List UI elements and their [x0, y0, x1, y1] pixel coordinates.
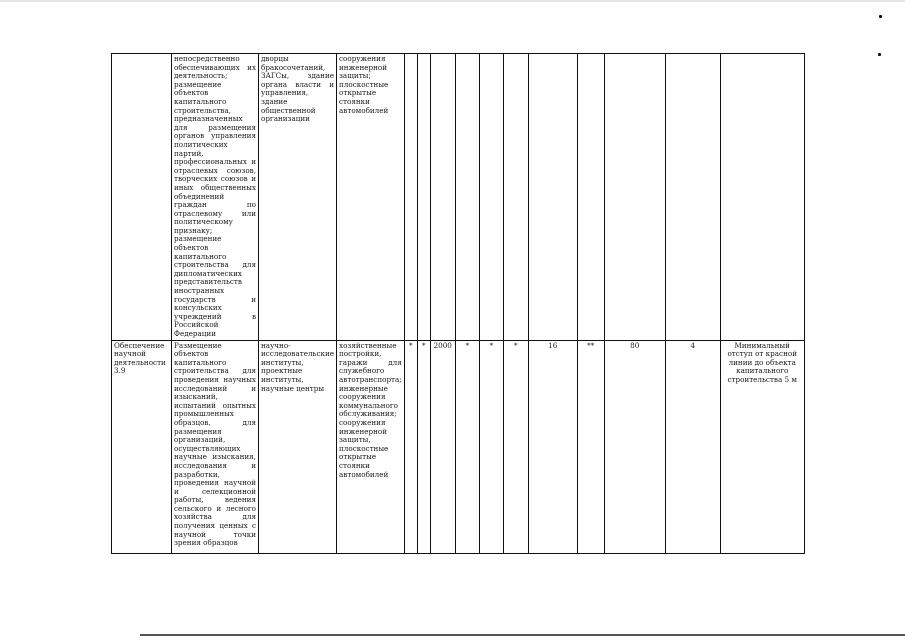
note-cell: Минимальный отступ от красной линии до объекта капитального строительства 5 м — [720, 340, 804, 553]
table-row — [112, 54, 805, 341]
main-objects-cell: научно-исследовательские институты, проектные институты, научные центры — [259, 340, 337, 553]
param-cell — [404, 54, 417, 341]
param-cell — [604, 54, 665, 341]
param-cell — [455, 54, 479, 341]
param-cell: * — [417, 340, 430, 553]
param-cell — [503, 54, 528, 341]
param-cell: * — [479, 340, 503, 553]
page-top-edge — [0, 0, 905, 2]
table-row — [112, 340, 805, 553]
activity-cell — [112, 54, 172, 341]
auxiliary-objects-cell: хозяйственные постройки, гаражи для служебного автотранспорта; инженерные сооружения коммунального обслуживания; сооружения инженерной защиты, плоскостные открытые стоянки автомобилей — [337, 340, 405, 553]
param-cell: 80 — [604, 340, 665, 553]
param-cell: 4 — [665, 340, 720, 553]
param-cell: * — [404, 340, 417, 553]
note-cell — [720, 54, 804, 341]
auxiliary-objects-cell: сооружения инженерной защиты; плоскостные открытые стоянки автомобилей — [337, 54, 405, 341]
param-cell: * — [503, 340, 528, 553]
param-cell: 16 — [528, 340, 577, 553]
param-cell — [528, 54, 577, 341]
param-cell: * — [455, 340, 479, 553]
description-cell: Размещение объектов капитального строительства для проведения научных исследований и изысканий, испытаний опытных промышленных образцов, для размещения организаций, осуществляющих научные изыскания, исследования и разработки, проведения научной и селекционной работы, ведения сельского и лесного хозяйства для получения ценных с научной точки зрения образцов — [172, 340, 259, 553]
param-cell — [577, 54, 604, 341]
main-objects-cell: дворцы бракосочетаний, ЗАГСы, здание органа власти и управления, здание общественной организации — [259, 54, 337, 341]
scan-speck — [878, 53, 881, 56]
param-cell: ** — [577, 340, 604, 553]
scan-speck — [879, 15, 882, 18]
zoning-regulations-table — [111, 53, 805, 554]
param-cell — [665, 54, 720, 341]
description-cell: непосредственно обеспечивающих их деятельность; размещение объектов капитального строительства, предназначенных для размещения органов управления политических партий, профессиональных и отраслевых союзов, творческих союзов и иных общественных объединений граждан по отраслевому или политическому признаку; размещение объектов капитального строительства для дипломатических представительств иностранных государств и консульских учреждений в Российской Федерации — [172, 54, 259, 341]
param-cell — [430, 54, 455, 341]
param-cell: 2000 — [430, 340, 455, 553]
param-cell — [479, 54, 503, 341]
activity-cell: Обеспечение научной деятельности 3.9 — [112, 340, 172, 553]
scan-bottom-edge — [140, 634, 905, 636]
param-cell — [417, 54, 430, 341]
